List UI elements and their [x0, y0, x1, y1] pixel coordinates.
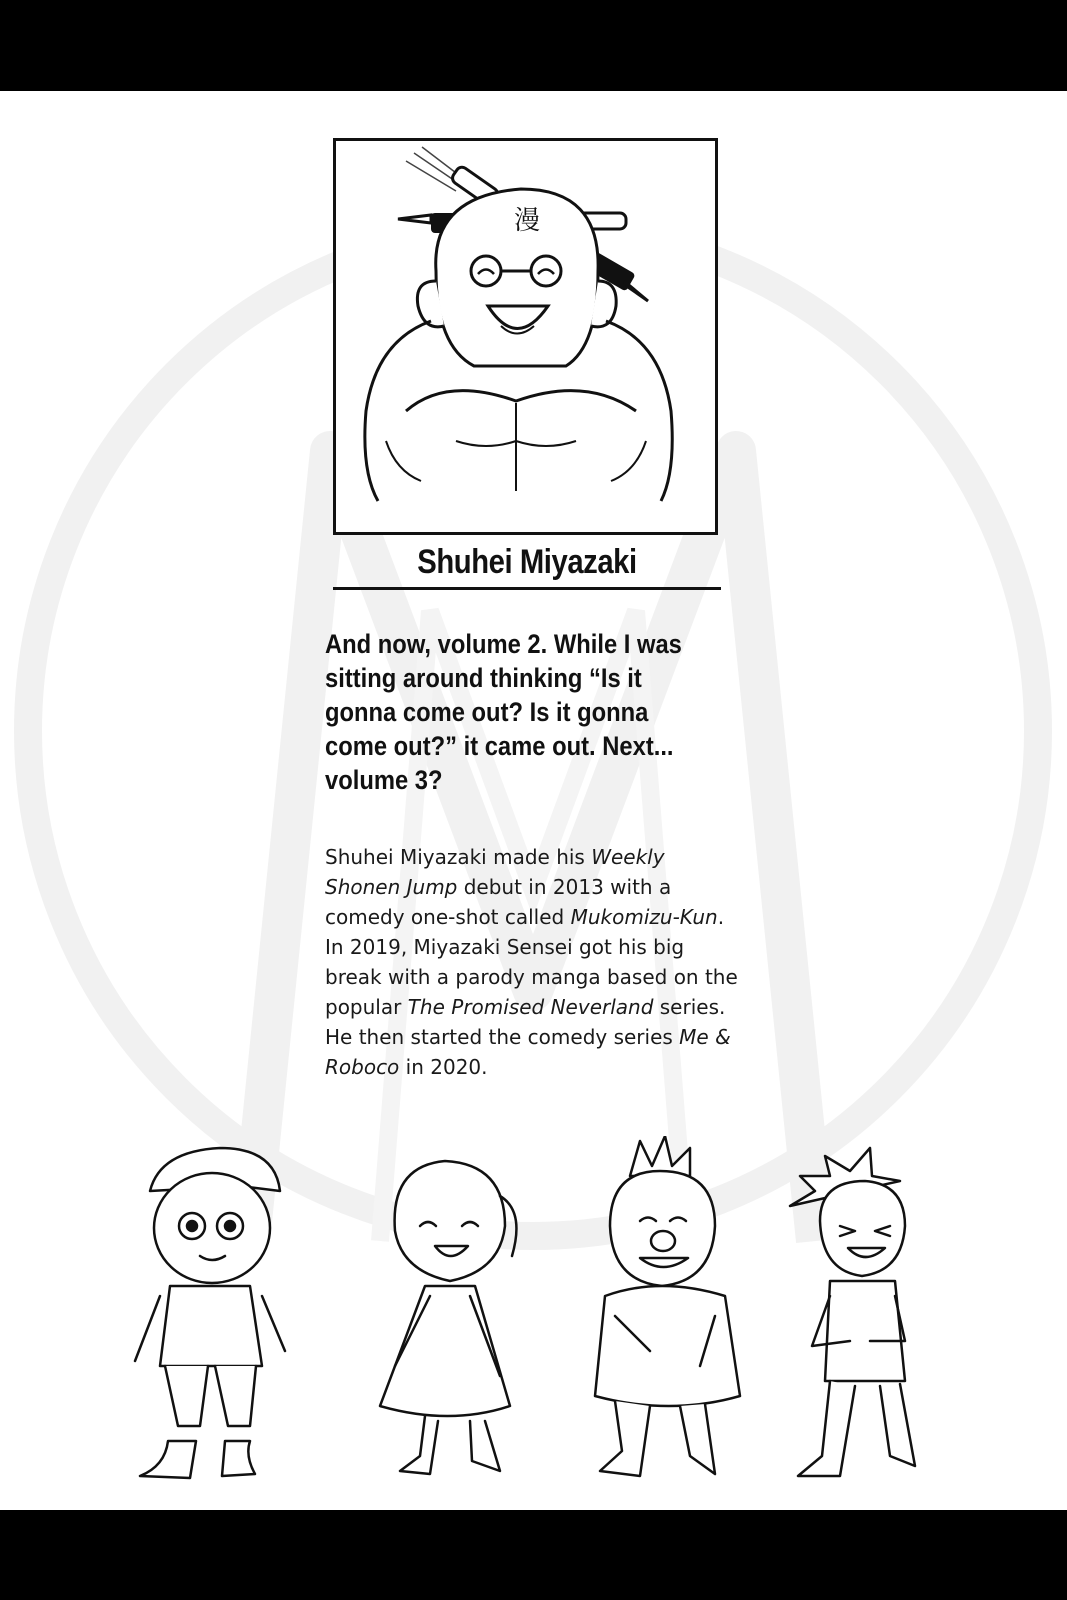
bio-title: Weekly Shonen Jump: [325, 845, 665, 899]
portrait-kanji: 漫: [514, 206, 541, 236]
bio-text: Shuhei Miyazaki made his: [325, 845, 592, 869]
bio-text: debut in 2013 with a comedy one-shot called: [325, 875, 672, 929]
author-page: [0, 91, 1067, 1510]
bio-text: in 2020.: [399, 1055, 488, 1079]
author-quote: And now, volume 2. While I was sitting around thinking “Is it gonna come out? Is it gonna come out?” it came out. Next... volume 3?: [325, 629, 682, 795]
author-portrait-icon: [336, 141, 715, 532]
character-cap-boy: [135, 1148, 285, 1478]
bio-text: series. He then started the comedy series: [325, 995, 726, 1049]
bio-title: Me & Roboco: [325, 1025, 731, 1079]
bio-title: Mukomizu-Kun: [570, 905, 718, 929]
bio-text: . In 2019, Miyazaki Sensei got his big break with a parody manga based on the popular: [325, 905, 738, 1019]
character-laughing-boy: [790, 1148, 915, 1476]
author-name: Shuhei Miyazaki: [417, 543, 637, 581]
name-divider: [333, 587, 721, 590]
character-girl: [380, 1161, 516, 1474]
author-portrait: [333, 138, 718, 535]
author-bio: [325, 842, 745, 1082]
bio-title: The Promised Neverland: [407, 995, 654, 1019]
character-spiky-guy: [595, 1136, 740, 1476]
character-lineup-icon: [0, 1136, 1067, 1510]
